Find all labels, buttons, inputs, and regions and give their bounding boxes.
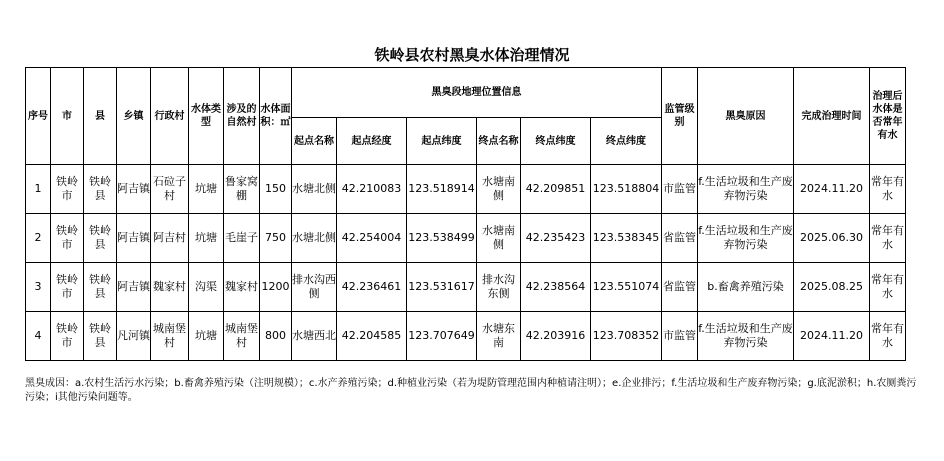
cell-seq: 1 [26, 165, 51, 214]
cell-end-lat: 123.538345 [591, 214, 662, 263]
cell-end-lat: 123.708352 [591, 312, 662, 361]
cell-end-name: 排水沟东侧 [477, 263, 521, 312]
cell-water-status: 常年有水 [870, 214, 906, 263]
header-end-name: 终点名称 [477, 118, 521, 165]
header-start-lon: 起点经度 [337, 118, 407, 165]
cell-end-lat: 123.551074 [591, 263, 662, 312]
cell-natural-village: 魏家村 [224, 263, 260, 312]
cell-supervision: 市监管 [662, 165, 698, 214]
cell-finish-time: 2024.11.20 [794, 312, 870, 361]
cell-city: 铁岭市 [51, 263, 84, 312]
header-village: 行政村 [151, 68, 189, 165]
cell-village: 城南堡村 [151, 312, 189, 361]
water-body-table [25, 67, 906, 361]
header-end-lon: 终点纬度 [521, 118, 591, 165]
cell-county: 铁岭县 [84, 165, 117, 214]
cell-city: 铁岭市 [51, 165, 84, 214]
cell-natural-village: 鲁家窝棚 [224, 165, 260, 214]
cell-county: 铁岭县 [84, 214, 117, 263]
table-row [26, 165, 906, 214]
cell-start-name: 排水沟西侧 [292, 263, 337, 312]
header-water-status: 治理后水体是否常年有水 [870, 68, 906, 165]
cell-reason: f.生活垃圾和生产废弃物污染 [698, 165, 794, 214]
cell-town: 阿吉镇 [117, 165, 151, 214]
table-row [26, 263, 906, 312]
table-row [26, 312, 906, 361]
cell-county: 铁岭县 [84, 312, 117, 361]
cause-legend-note: 黑臭成因：a.农村生活污水污染；b.畜禽养殖污染（注明规模）；c.水产养殖污染；d.种植业污染（若为堤防管理范围内种植请注明）；e.企业排污；f.生活垃圾和生产废弃物污染；g.底泥淤积；h.农厕粪污污染；i其他污染问题等。 [25, 378, 917, 403]
header-start-lat: 起点纬度 [407, 118, 477, 165]
cell-reason: f.生活垃圾和生产废弃物污染 [698, 312, 794, 361]
cell-start-lon: 42.204585 [337, 312, 407, 361]
cell-city: 铁岭市 [51, 214, 84, 263]
cell-county: 铁岭县 [84, 263, 117, 312]
cell-finish-time: 2025.06.30 [794, 214, 870, 263]
cell-type: 沟渠 [189, 263, 224, 312]
header-county: 县 [84, 68, 117, 165]
cell-town: 阿吉镇 [117, 214, 151, 263]
cell-start-lon: 42.210083 [337, 165, 407, 214]
cell-seq: 2 [26, 214, 51, 263]
header-area: 水体面积：㎡ [260, 68, 292, 165]
cell-end-lon: 42.209851 [521, 165, 591, 214]
cell-supervision: 省监管 [662, 214, 698, 263]
cell-area: 800 [260, 312, 292, 361]
cell-water-status: 常年有水 [870, 312, 906, 361]
cell-city: 铁岭市 [51, 312, 84, 361]
cell-start-lat: 123.707649 [407, 312, 477, 361]
cell-seq: 4 [26, 312, 51, 361]
header-supervision: 监管级别 [662, 68, 698, 165]
header-reason: 黑臭原因 [698, 68, 794, 165]
cell-supervision: 省监管 [662, 263, 698, 312]
cell-start-lon: 42.236461 [337, 263, 407, 312]
cell-natural-village: 城南堡村 [224, 312, 260, 361]
cell-start-lat: 123.531617 [407, 263, 477, 312]
cell-natural-village: 毛崖子 [224, 214, 260, 263]
cell-area: 150 [260, 165, 292, 214]
header-finish-time: 完成治理时间 [794, 68, 870, 165]
cell-end-lon: 42.203916 [521, 312, 591, 361]
cell-seq: 3 [26, 263, 51, 312]
cell-start-name: 水塘北侧 [292, 165, 337, 214]
cell-water-status: 常年有水 [870, 165, 906, 214]
cell-end-lon: 42.235423 [521, 214, 591, 263]
cell-start-lat: 123.518914 [407, 165, 477, 214]
header-type: 水体类型 [189, 68, 224, 165]
table-row [26, 214, 906, 263]
cell-type: 坑塘 [189, 312, 224, 361]
header-city: 市 [51, 68, 84, 165]
cell-finish-time: 2025.08.25 [794, 263, 870, 312]
cell-water-status: 常年有水 [870, 263, 906, 312]
cell-area: 1200 [260, 263, 292, 312]
cell-end-lat: 123.518804 [591, 165, 662, 214]
header-town: 乡镇 [117, 68, 151, 165]
cell-village: 阿吉村 [151, 214, 189, 263]
cell-town: 阿吉镇 [117, 263, 151, 312]
cell-start-lat: 123.538499 [407, 214, 477, 263]
header-seq: 序号 [26, 68, 51, 165]
cell-end-name: 水塘东南 [477, 312, 521, 361]
cell-supervision: 市监管 [662, 312, 698, 361]
cell-end-name: 水塘南侧 [477, 165, 521, 214]
cell-reason: f.生活垃圾和生产废弃物污染 [698, 214, 794, 263]
cell-type: 坑塘 [189, 214, 224, 263]
cell-start-name: 水塘北侧 [292, 214, 337, 263]
cell-area: 750 [260, 214, 292, 263]
header-natural-village: 涉及的自然村 [224, 68, 260, 165]
cell-end-lon: 42.238564 [521, 263, 591, 312]
header-end-lat: 终点纬度 [591, 118, 662, 165]
header-start-name: 起点名称 [292, 118, 337, 165]
cell-village: 石砬子村 [151, 165, 189, 214]
cell-finish-time: 2024.11.20 [794, 165, 870, 214]
header-location-group: 黑臭段地理位置信息 [292, 68, 662, 118]
cell-town: 凡河镇 [117, 312, 151, 361]
page-title: 铁岭县农村黑臭水体治理情况 [374, 46, 570, 64]
cell-start-name: 水塘西北 [292, 312, 337, 361]
cell-reason: b.畜禽养殖污染 [698, 263, 794, 312]
cell-start-lon: 42.254004 [337, 214, 407, 263]
cell-end-name: 水塘南侧 [477, 214, 521, 263]
cell-village: 魏家村 [151, 263, 189, 312]
cell-type: 坑塘 [189, 165, 224, 214]
